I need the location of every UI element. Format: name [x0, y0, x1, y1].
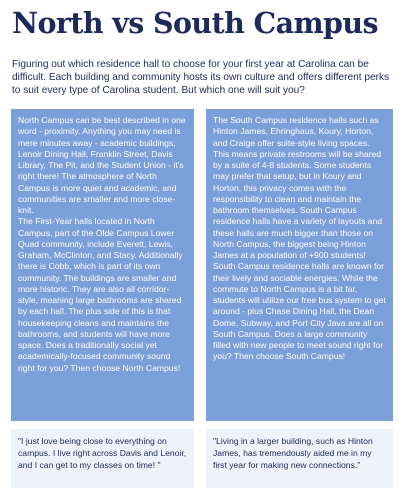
north-campus-paragraph-1: North Campus can be best described in one word - proximity. Anything you may need is mere minutes away - academic buildings, Lenoir Dining Hall, Franklin Street, Davis Library, The Pit, and the Student Union - it's right there! The atmosphere of North Campus is more quiet and academic, and communities are smaller and more close-knit. [18, 115, 186, 215]
intro-paragraph: Figuring out which residence hall to choose for your first year at Carolina can be difficult. Each building and community hosts its own culture and offers different perks to suit every type of Carolina student. But which one will suit you? [12, 59, 390, 96]
north-campus-paragraph-2: The First-Year halls located in North Campus, part of the Olde Campus Lower Quad community, include Everett, Lewis, Graham, McClinton, and Stacy. Additionally there is Cobb, which is part of its own community. The buildings are smaller and more historic. They are also all corridor-style, meaning large bathrooms are shared by each hall. The plus side of this is that housekeeping cleans and maintains the bathrooms, and students will have more space. Does a traditionally social yet academically-focused community sound right for you? Then choose North Campus! [18, 216, 183, 373]
south-campus-quote: "Living in a larger building, such as Hinton James, has tremendously aided me in my first year for making new connections." [206, 429, 393, 488]
north-campus-card [11, 109, 194, 421]
south-campus-card [206, 109, 393, 421]
page-title: North vs South Campus [12, 6, 378, 40]
north-campus-quote: "I just love being close to everything on campus. I live right across Davis and Lenoir, and I can get to my classes on time! " [11, 429, 194, 488]
south-campus-paragraph: The South Campus residence halls such as Hinton James, Ehringhaus, Koury, Horton, and Craige offer suite-style living spaces. This means private restrooms will be shared by a suite of 4-8 students. Some students may prefer that setup, but in Koury and Horton, this privacy comes with the responsibility to clean and maintain the bathroom themselves. South Campus residence halls have a variety of layouts and these halls are much bigger than those on North Campus, the biggest being Hinton James at a population of +900 students! South Campus residence halls are known for their lively and sociable energies. While the commute to North Campus is a bit far, students will utilize our free bus system to get around - plus Chase Dining Hall, the Dean Dome, Subway, and Port City Java are all on South Campus. Does a large community filled with new people to meet sound right for you? Then choose South Campus! [213, 115, 386, 362]
